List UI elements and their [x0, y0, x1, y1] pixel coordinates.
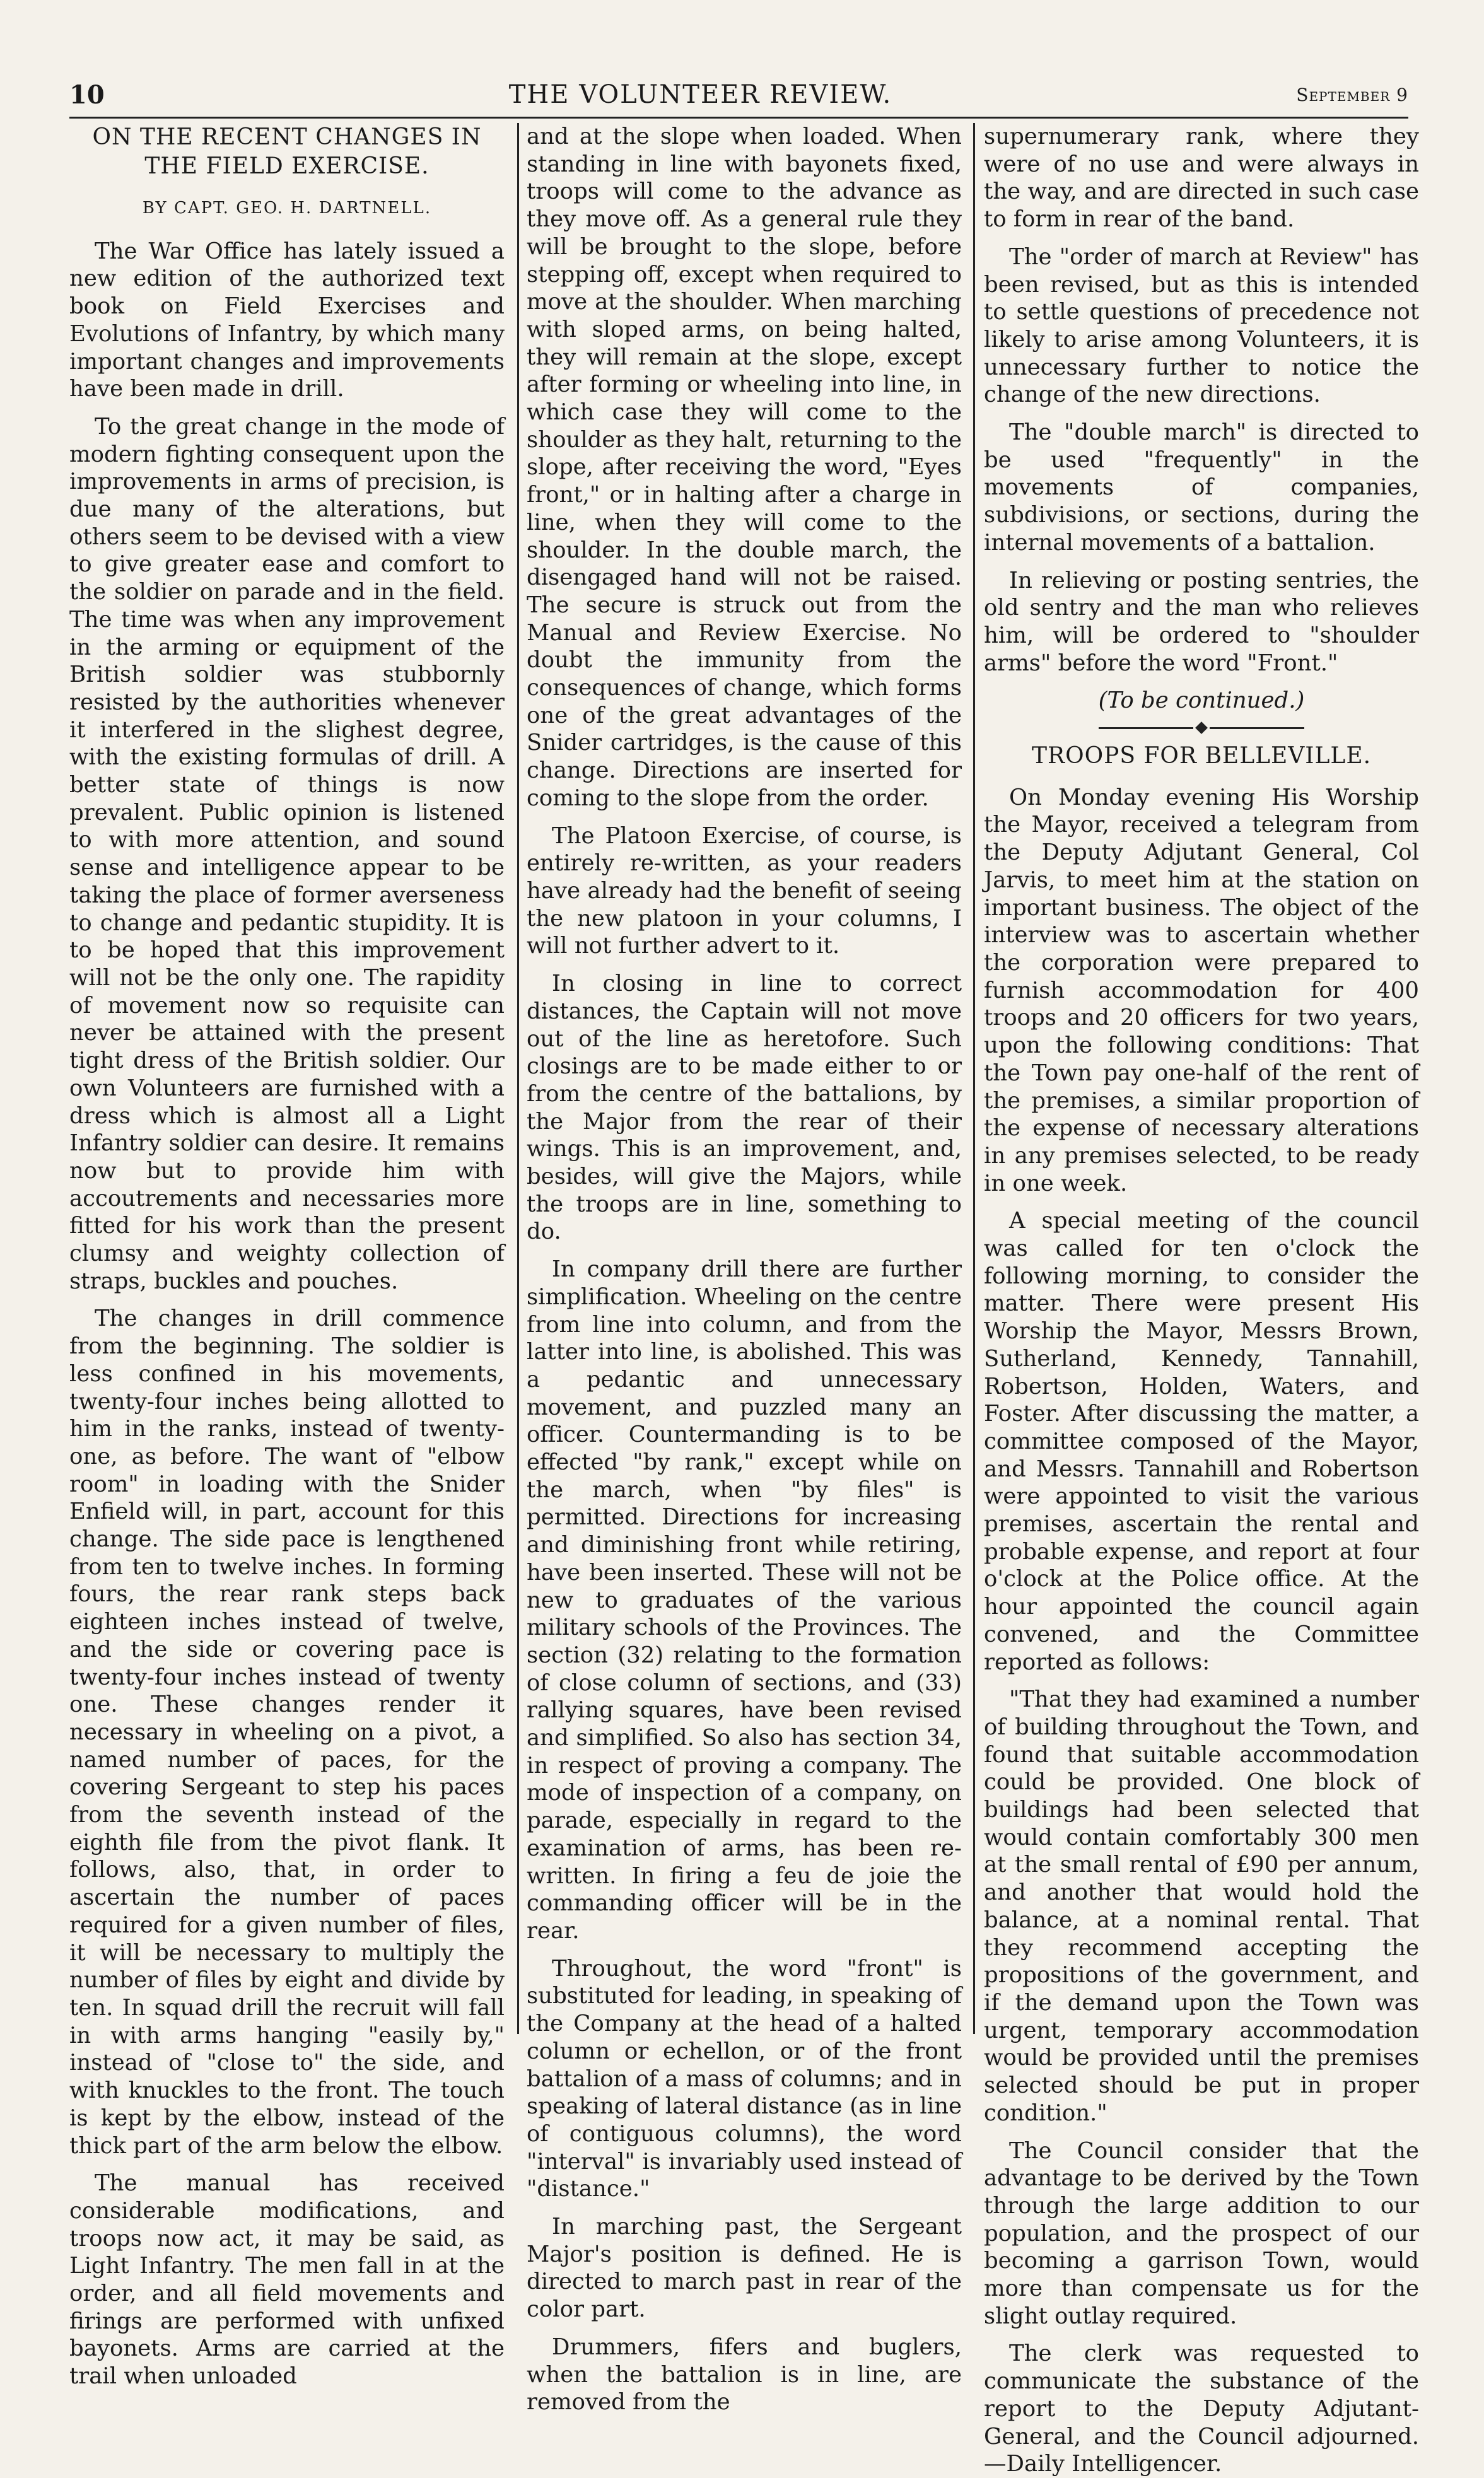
paragraph: The manual has received considerable modifications, and troops now act, it may be said, as Light Infantry. The men fall in at the order, and all field movements and firings are performed with unfixed bayonets. Arms are carried at the trail when unloaded	[69, 2170, 505, 2390]
column-2	[527, 123, 962, 2416]
page-number: 10	[69, 79, 105, 110]
paragraph: Drummers, fifers and buglers, when the battalion is in line, are removed from the	[527, 2334, 962, 2416]
column-1	[69, 123, 505, 2390]
paragraph: In closing in line to correct distances, the Captain will not move out of the line as heretofore. Such closings are to be made either to or from the centre of the battalions, by the Major from the rear of their wings. This is an improvement, and, besides, will give the Majors, while the troops are in line, something to do.	[527, 971, 962, 1245]
article-title: ON THE RECENT CHANGES IN THE FIELD EXERCISE.	[92, 124, 482, 179]
paragraph: To the great change in the mode of modern fighting consequent upon the improvements in arms of precision, is due many of the alterations, but others seem to be devised with a view to give greater ease and comfort to the soldier on parade and in the field. The time was when any improvement in the arming or equipment of the British soldier was stubbornly resisted by the authorities whenever it interfered in the slighest degree, with the existing formulas of drill. A better state of things is now prevalent. Public opinion is listened to with more attention, and sound sense and intelligence appear to be taking the place of former averseness to change and pedantic stupidity. It is to be hoped that this improvement will not be the only one. The rapidity of movement now so requisite can never be attained with the present tight dress of the British soldier. Our own Volunteers are furnished with a dress which is almost all a Light Infantry soldier can desire. It remains now but to provide him with accoutrements and necessaries more fitted for his work than the present clumsy and weighty collection of straps, buckles and pouches.	[69, 413, 505, 1294]
paragraph: The "double march" is directed to be used "frequently" in the movements of companies, subdivisions, or sections, during the internal movements of a battalion.	[984, 419, 1419, 556]
page-header	[69, 73, 1408, 117]
paragraph: The Council consider that the advantage to be derived by the Town through the large addition to our population, and the prospect of our becoming a garrison Town, would more than compensate us for the slight outlay required.	[984, 2137, 1419, 2329]
article-title: TROOPS FOR BELLEVILLE.	[1031, 743, 1372, 769]
column-divider	[517, 123, 519, 2034]
publication-title: THE VOLUNTEER REVIEW.	[508, 80, 892, 109]
paragraph-continuation: and at the slope when loaded. When standing in line with bayonets fixed, troops will come to the advance as they move off. As a general rule they will be brought to the slope, before stepping off, except when required to move at the shoulder. When marching with sloped arms, on being halted, they will remain at the slope, except after forming or wheeling into line, in which case they will come to the shoulder as they halt, returning to the slope, after receiving the word, "Eyes front," or in halting after a charge in line, when they will come to the shoulder. In the double march, the disengaged hand will not be raised. The secure is struck out from the Manual and Review Exercise. No doubt the immunity from the consequences of change, which forms one of the great advantages of the Snider cartridges, is the cause of this change. Directions are inserted for coming to the slope from the order.	[527, 124, 962, 811]
paragraph: In company drill there are further simplification. Wheeling on the centre from line into column, and from the latter into line, is abolished. This was a pedantic and unnecessary movement, and puzzled many an officer. Countermanding is to be effected "by rank," except while on the march, when "by files" is permitted. Directions for increasing and diminishing front while retiring, have been inserted. These will not be new to graduates of the various military schools of the Provinces. The section (32) relating to the formation of close column of sections, and (33) rallying squares, have been revised and simplified. So also has section 34, in respect of proving a company. The mode of inspection of a company, on parade, especially in regard to the examination of arms, has been re-written. In firing a feu de joie the commanding officer will be in the rear.	[527, 1256, 962, 1944]
paragraph: The clerk was requested to communicate the substance of the report to the Deputy Adjutant-General, and the Council adjourned.—Daily Intelligencer.	[984, 2341, 1419, 2477]
paragraph: "That they had examined a number of building throughout the Town, and found that suitable accommodation could be provided. One block of buildings had been selected that would contain comfortably 300 men at the small rental of £90 per annum, and another that would hold the balance, at a nominal rental. That they recommend accepting the propositions of the government, and if the demand upon the Town was urgent, temporary accommodation would be provided until the premises selected should be put in proper condition."	[984, 1686, 1419, 2126]
header-rule	[69, 117, 1408, 119]
paragraph-continuation: supernumerary rank, where they were of no use and were always in the way, and are directed in such case to form in rear of the band.	[984, 124, 1419, 233]
paragraph: Throughout, the word "front" is substituted for leading, in speaking of the Company at the head of a halted column or echellon, or of the front battalion of a mass of columns; and in speaking of lateral distance (as in line of contiguous columns), the word "interval" is invariably used instead of "distance."	[527, 1955, 962, 2202]
paragraph: The Platoon Exercise, of course, is entirely re-written, as your readers have already had the benefit of seeing the new platoon in your columns, I will not further advert to it.	[527, 822, 962, 959]
paragraph: The "order of march at Review" has been revised, but as this is intended to settle questions of precedence not likely to arise among Volunteers, it is unnecessary further to notice the change of the new directions.	[984, 243, 1419, 408]
paragraph: The War Office has lately issued a new edition of the authorized text book on Field Exercises and Evolutions of Infantry, by which many important changes and improvements have been made in drill.	[69, 238, 505, 402]
section-separator	[984, 723, 1419, 732]
paragraph: On Monday evening His Worship the Mayor, received a telegram from the Deputy Adjutant General, Col Jarvis, to meet him at the station on important business. The object of the interview was to ascertain whether the corporation were prepared to furnish accommodation for 400 troops and 20 officers for two years, upon the following conditions: That the Town pay one-half of the rent of the premises, a similar proportion of the expense of necessary alterations in any premises selected, to be ready in one week.	[984, 784, 1419, 1196]
continued-note: (To be continued.)	[1098, 687, 1305, 714]
column-divider	[973, 123, 975, 2034]
issue-date: September 9	[1296, 84, 1408, 105]
paragraph: The changes in drill commence from the beginning. The soldier is less confined in his movements, twenty-four inches being allotted to him in the ranks, instead of twenty-one, as before. The want of "elbow room" in loading with the Snider Enfield will, in part, account for this change. The side pace is lengthened from ten to twelve inches. In forming fours, the rear rank steps back eighteen inches instead of twelve, and the side or covering pace is twenty-four inches instead of twenty one. These changes render it necessary in wheeling on a pivot, a named number of paces, for the covering Sergeant to step his paces from the seventh instead of the eighth file from the pivot flank. It follows, also, that, in order to ascertain the number of paces required for a given number of files, it will be necessary to multiply the number of files by eight and divide by ten. In squad drill the recruit will fall in with arms hanging "easily by," instead of "close to" the side, and with knuckles to the front. The touch is kept by the elbow, instead of the thick part of the arm below the elbow.	[69, 1306, 505, 2159]
article-byline: BY CAPT. GEO. H. DARTNELL.	[142, 199, 432, 218]
column-3	[984, 123, 1419, 2477]
paragraph: In marching past, the Sergeant Major's position is defined. He is directed to march past in rear of the color part.	[527, 2214, 962, 2323]
paragraph: A special meeting of the council was called for ten o'clock the following morning, to consider the matter. There were present His Worship the Mayor, Messrs Brown, Sutherland, Kennedy, Tannahill, Robertson, Holden, Waters, and Foster. After discussing the matter, a committee composed of the Mayor, and Messrs. Tannahill and Robertson were appointed to visit the various premises, ascertain the rental and probable expense, and report at four o'clock at the Police office. At the hour appointed the council again convened, and the Committee reported as follows:	[984, 1208, 1419, 1675]
paragraph: In relieving or posting sentries, the old sentry and the man who relieves him, will be ordered to "shoulder arms" before the word "Front."	[984, 567, 1419, 676]
